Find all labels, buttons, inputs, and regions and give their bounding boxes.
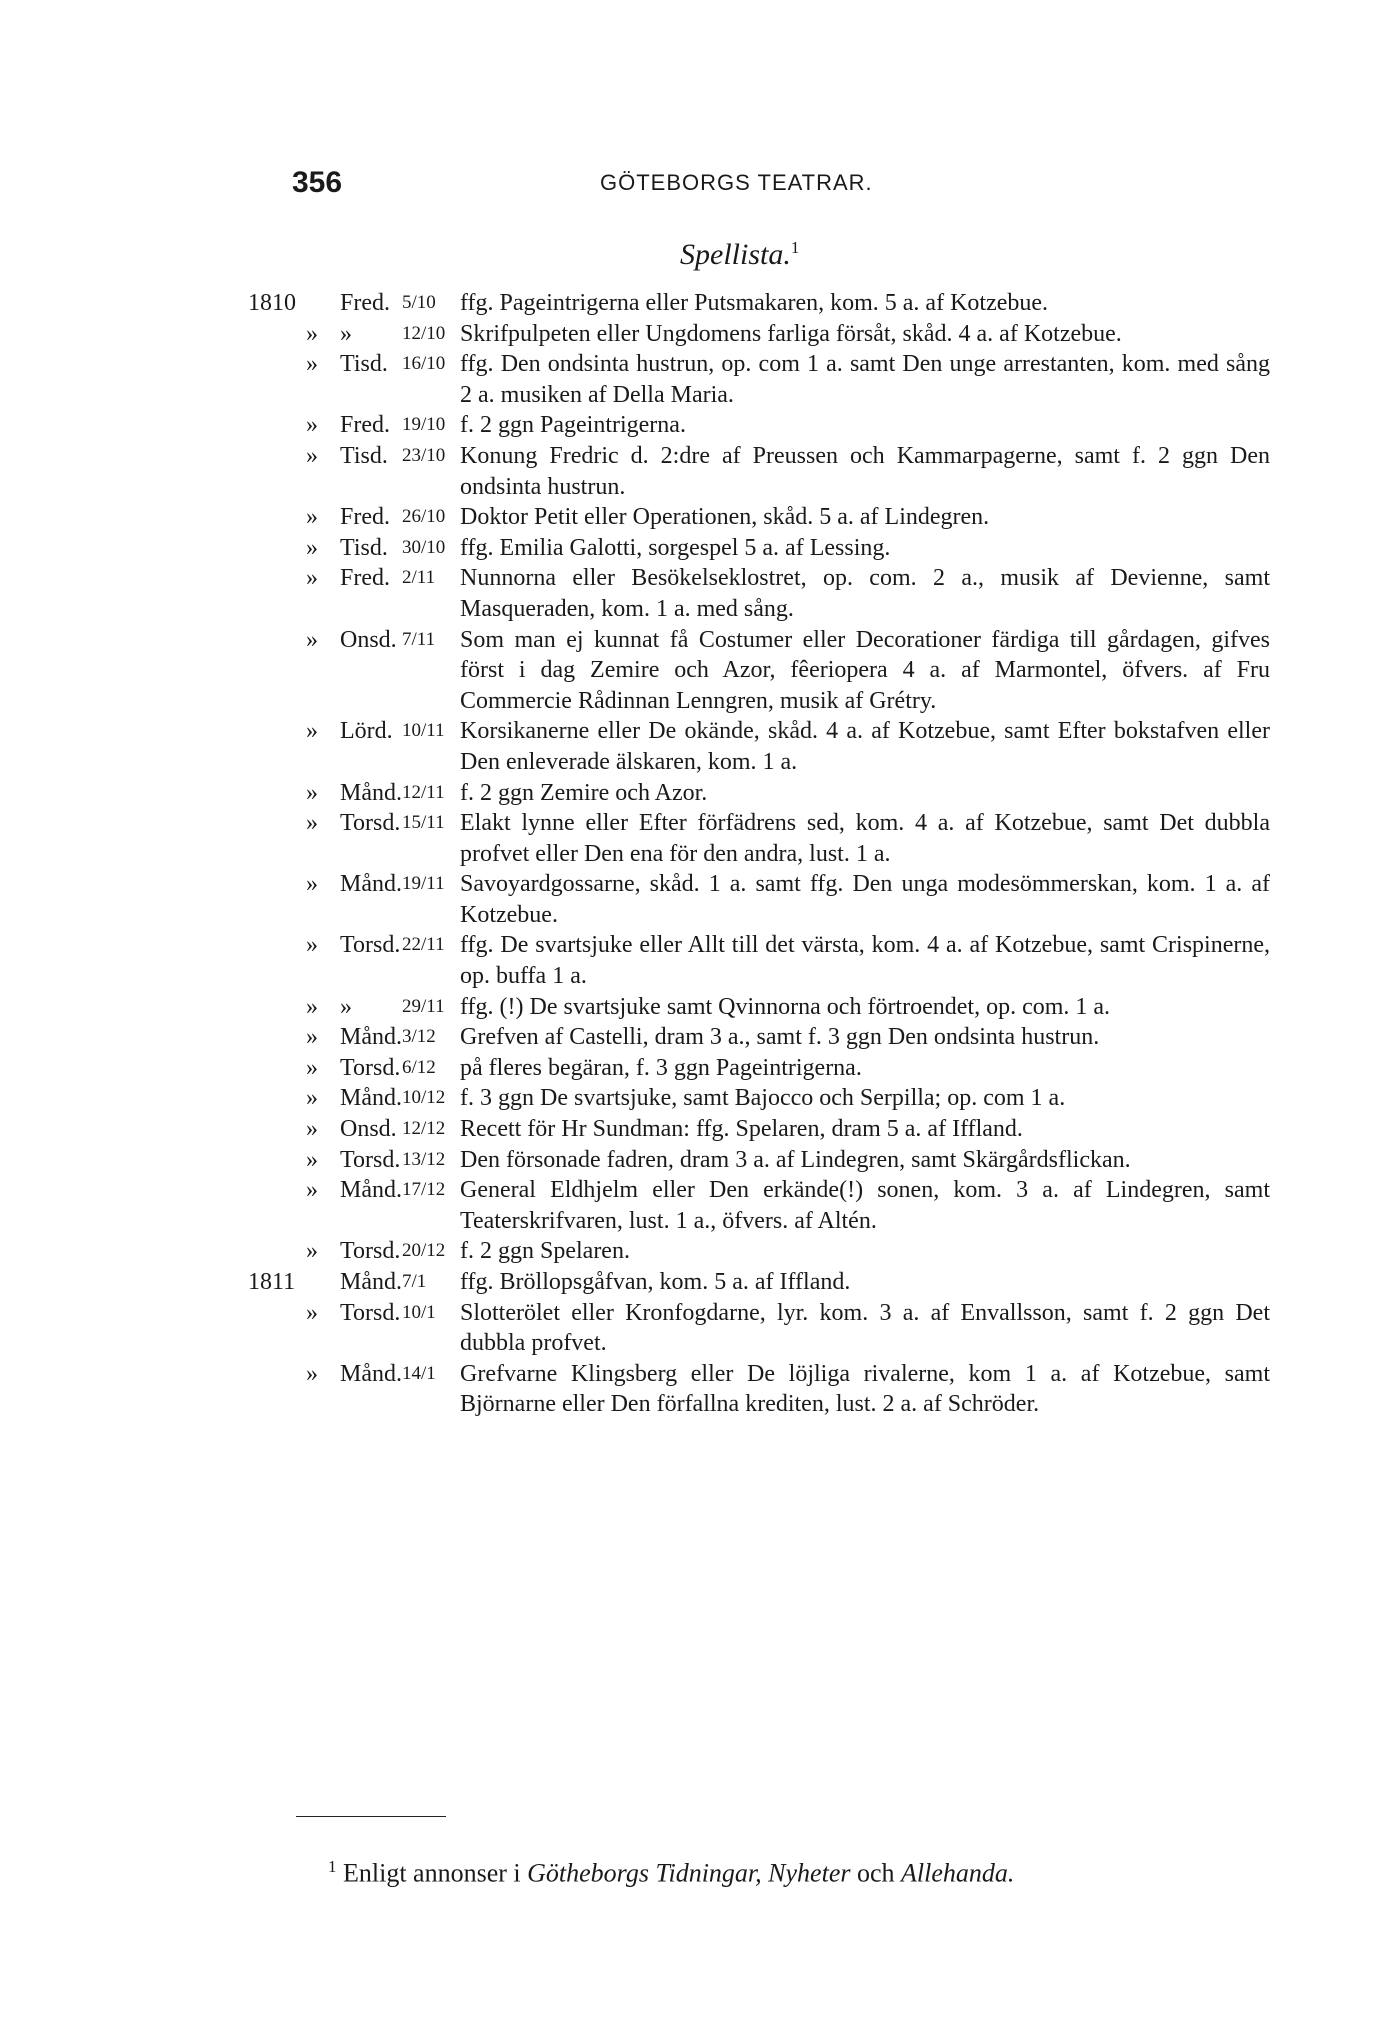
entry-weekday: » <box>340 993 352 1020</box>
entry-text: ffg. Emilia Galotti, sorgespel 5 a. af Lessing. <box>460 534 891 561</box>
entry-ditto-mark: » <box>306 810 318 837</box>
entry-date: 14/1 <box>402 1362 436 1384</box>
entry-text: Recett för Hr Sundman: ffg. Spelaren, dram 5 a. af Iffland. <box>460 1116 1023 1143</box>
entry-text: Slotterölet eller Kronfogdarne, lyr. kom. 3 a. af Envallsson, samt f. 2 ggn Det dubbla profvet. <box>460 1299 1270 1357</box>
entry-date: 16/10 <box>402 353 446 375</box>
entry-date: 13/12 <box>402 1148 446 1170</box>
list-entry <box>248 349 1270 410</box>
entry-weekday: Månd. <box>340 1024 402 1051</box>
entry-text: Den försonade fadren, dram 3 a. af Lindegren, samt Skärgårdsflickan. <box>460 1146 1131 1173</box>
entry-text: ffg. De svartsjuke eller Allt till det värsta, kom. 4 a. af Kotzebue, samt Crispinerne, op. buffa 1 a. <box>460 932 1270 990</box>
footnote <box>328 1857 1014 1889</box>
entry-ditto-mark <box>296 1267 340 1298</box>
entry-ditto-mark: » <box>306 1054 318 1081</box>
entry-date: 12/11 <box>402 781 445 803</box>
entry-weekday: Lörd. <box>340 718 393 745</box>
entry-ditto-mark: » <box>306 1177 318 1204</box>
entry-date: 10/1 <box>402 1301 436 1323</box>
entry-date: 5/10 <box>402 292 436 313</box>
entry-date: 6/12 <box>402 1056 436 1078</box>
entry-year: 1810 <box>248 290 296 316</box>
entry-weekday: Torsd. <box>340 1054 401 1081</box>
entry-weekday: Torsd. <box>340 1238 401 1265</box>
entry-ditto-mark: » <box>306 320 318 347</box>
entry-ditto-mark: » <box>306 1238 318 1265</box>
entry-year <box>248 1175 296 1236</box>
entry-ditto-mark: » <box>306 932 318 959</box>
entry-weekday: Onsd. <box>340 626 397 653</box>
list-entry <box>248 1114 1270 1145</box>
running-head: GÖTEBORGS TEATRAR. <box>600 170 873 195</box>
entry-date: 12/10 <box>402 322 446 344</box>
entry-year <box>248 410 296 441</box>
entry-ditto-mark: » <box>306 351 318 378</box>
entry-ditto-mark: » <box>306 412 318 439</box>
entry-ditto-mark: » <box>306 718 318 745</box>
entry-date: 26/10 <box>402 506 446 528</box>
entry-year <box>248 1145 296 1176</box>
entry-year <box>248 1114 296 1145</box>
list-entry <box>248 1083 1270 1114</box>
list-entry <box>248 930 1270 991</box>
footnote-source-2: Nyheter <box>768 1858 851 1888</box>
list-entry <box>248 533 1270 564</box>
list-entry <box>248 288 1270 319</box>
entry-ditto-mark: » <box>306 779 318 806</box>
entry-year <box>248 441 296 502</box>
entry-date: 29/11 <box>402 995 445 1017</box>
list-entry <box>248 502 1270 533</box>
entry-text: Skrifpulpeten eller Ungdomens farliga försåt, skåd. 4 a. af Kotzebue. <box>460 320 1122 347</box>
entry-year <box>248 778 296 809</box>
entry-year <box>248 930 296 991</box>
entry-year <box>248 992 296 1023</box>
entry-text: Elakt lynne eller Efter förfädrens sed, kom. 4 a. af Kotzebue, samt Det dubbla profvet eller Den ena för den andra, lust. 1 a. <box>460 810 1270 867</box>
entry-year <box>248 502 296 533</box>
entry-year <box>248 869 296 930</box>
entry-year <box>248 1053 296 1084</box>
entry-weekday: Fred. <box>340 290 390 316</box>
entry-date: 15/11 <box>402 812 445 834</box>
entry-date: 22/11 <box>402 934 445 956</box>
entry-text: Grefven af Castelli, dram 3 a., samt f. 3 ggn Den ondsinta hustrun. <box>460 1024 1100 1051</box>
entry-text: Grefvarne Klingsberg eller De löjliga rivalerne, kom 1 a. af Kotzebue, samt Björnarne eller Den förfallna krediten, lust. 2 a. af Schröder. <box>460 1360 1270 1418</box>
entry-year <box>248 625 296 717</box>
entry-text: Doktor Petit eller Operationen, skåd. 5 a. af Lindegren. <box>460 504 990 531</box>
list-entry <box>248 1236 1270 1267</box>
footnote-joiner: och <box>856 1858 895 1888</box>
entry-text: f. 2 ggn Pageintrigerna. <box>460 412 686 439</box>
entry-ditto-mark: » <box>306 534 318 561</box>
entry-weekday: Onsd. <box>340 1116 397 1143</box>
list-entry <box>248 625 1270 717</box>
entry-ditto-mark: » <box>306 565 318 592</box>
entry-year <box>248 1083 296 1114</box>
entry-ditto-mark: » <box>306 1146 318 1173</box>
entry-weekday: Månd. <box>340 1177 402 1204</box>
entry-weekday: Fred. <box>340 565 390 592</box>
entry-weekday: » <box>340 320 352 347</box>
entry-date: 3/12 <box>402 1026 436 1048</box>
entry-weekday: Torsd. <box>340 810 401 837</box>
list-entry <box>248 1359 1270 1420</box>
list-entry <box>248 808 1270 869</box>
entry-weekday: Månd. <box>340 1269 402 1295</box>
entry-weekday: Månd. <box>340 871 402 898</box>
footnote-prefix: Enligt annonser i <box>343 1858 521 1888</box>
entry-year <box>248 563 296 624</box>
entry-year <box>248 716 296 777</box>
entry-text: ffg. Den ondsinta hustrun, op. com 1 a. samt Den unge arrestanten, kom. med sång 2 a. musiken af Della Maria. <box>460 351 1270 408</box>
entry-ditto-mark: » <box>306 626 318 653</box>
entry-text: på fleres begäran, f. 3 ggn Pageintrigerna. <box>460 1054 862 1081</box>
entry-date: 7/1 <box>402 1271 427 1292</box>
list-entry <box>248 410 1270 441</box>
entry-weekday: Fred. <box>340 412 390 439</box>
entry-text: f. 3 ggn De svartsjuke, samt Bajocco och Serpilla; op. com 1 a. <box>460 1085 1066 1112</box>
entry-ditto-mark: » <box>306 442 318 469</box>
entry-year <box>248 349 296 410</box>
entry-text: ffg. (!) De svartsjuke samt Qvinnorna och förtroendet, op. com. 1 a. <box>460 993 1111 1020</box>
entry-date: 19/10 <box>402 414 446 436</box>
entry-weekday: Torsd. <box>340 1299 401 1326</box>
page-number: 356 <box>292 166 343 199</box>
entry-weekday: Tisd. <box>340 534 388 561</box>
entry-weekday: Månd. <box>340 1360 402 1387</box>
entry-date: 20/12 <box>402 1240 446 1262</box>
entry-weekday: Fred. <box>340 504 390 531</box>
list-entry <box>248 1298 1270 1359</box>
entry-date: 19/11 <box>402 873 445 895</box>
entry-year <box>248 319 296 350</box>
entry-text: Nunnorna eller Besökelseklostret, op. com. 2 a., musik af Devienne, samt Masqueraden, kom. 1 a. med sång. <box>460 565 1270 622</box>
list-entry <box>248 869 1270 930</box>
entry-year: 1811 <box>248 1269 296 1295</box>
entry-text: Som man ej kunnat få Costumer eller Decorationer färdiga till gårdagen, gifves först i dag Zemire och Azor, fêeriopera 4 a. af Marmontel, öfvers. af Fru Commercie Rådinnan Lenngren, musik af Grétry. <box>460 626 1270 714</box>
list-entry <box>248 1175 1270 1236</box>
entry-weekday: Månd. <box>340 1085 402 1112</box>
entry-weekday: Torsd. <box>340 932 401 959</box>
entry-ditto-mark: » <box>306 1024 318 1051</box>
entry-date: 10/11 <box>402 720 445 742</box>
list-entry <box>248 1053 1270 1084</box>
entry-ditto-mark: » <box>306 1299 318 1326</box>
entry-ditto-mark <box>296 288 340 319</box>
entry-ditto-mark: » <box>306 504 318 531</box>
entry-year <box>248 533 296 564</box>
list-entry <box>248 563 1270 624</box>
list-entry <box>248 1267 1270 1298</box>
entry-ditto-mark: » <box>306 993 318 1020</box>
entry-date: 7/11 <box>402 628 436 650</box>
list-entry <box>248 441 1270 502</box>
entry-weekday: Torsd. <box>340 1146 401 1173</box>
entry-weekday: Månd. <box>340 779 402 806</box>
footnote-divider <box>296 1816 446 1817</box>
entry-weekday: Tisd. <box>340 442 388 469</box>
entry-ditto-mark: » <box>306 1116 318 1143</box>
entry-date: 23/10 <box>402 444 446 466</box>
play-list <box>248 288 1270 1420</box>
entry-text: ffg. Bröllopsgåfvan, kom. 5 a. af Iffland. <box>460 1269 851 1295</box>
entry-ditto-mark: » <box>306 1360 318 1387</box>
footnote-mark: 1 <box>328 1857 337 1876</box>
entry-text: Konung Fredric d. 2:dre af Preussen och Kammarpagerne, samt f. 2 ggn Den ondsinta hustrun. <box>460 442 1270 500</box>
entry-year <box>248 1298 296 1359</box>
entry-ditto-mark: » <box>306 1085 318 1112</box>
entry-year <box>248 1022 296 1053</box>
entry-date: 17/12 <box>402 1179 446 1201</box>
entry-date: 12/12 <box>402 1118 446 1140</box>
entry-year <box>248 1359 296 1420</box>
list-entry <box>248 1145 1270 1176</box>
list-entry <box>248 1022 1270 1053</box>
entry-text: ffg. Pageintrigerna eller Putsmakaren, kom. 5 a. af Kotzebue. <box>460 290 1049 316</box>
entry-year <box>248 808 296 869</box>
entry-date: 30/10 <box>402 536 446 558</box>
entry-date: 2/11 <box>402 567 436 589</box>
entry-weekday: Tisd. <box>340 351 388 378</box>
list-entry <box>248 778 1270 809</box>
entry-text: General Eldhjelm eller Den erkände(!) sonen, kom. 3 a. af Lindegren, samt Teaterskrifvaren, lust. 1 a., öfvers. af Altén. <box>460 1177 1270 1234</box>
entry-year <box>248 1236 296 1267</box>
entry-text: f. 2 ggn Spelaren. <box>460 1238 630 1265</box>
page-title <box>680 238 799 272</box>
title-footnote-mark: 1 <box>790 238 800 257</box>
footnote-source-1: Götheborgs Tidningar, <box>527 1858 762 1888</box>
entry-text: f. 2 ggn Zemire och Azor. <box>460 779 708 806</box>
list-entry <box>248 319 1270 350</box>
title-text: Spellista. <box>680 238 791 271</box>
list-entry <box>248 992 1270 1023</box>
footnote-source-3: Allehanda. <box>901 1858 1015 1888</box>
entry-text: Korsikanerne eller De okände, skåd. 4 a. af Kotzebue, samt Efter bokstafven eller Den enleverade älskaren, kom. 1 a. <box>460 718 1270 775</box>
list-entry <box>248 716 1270 777</box>
entry-ditto-mark: » <box>306 871 318 898</box>
entry-date: 10/12 <box>402 1087 446 1109</box>
entry-text: Savoyardgossarne, skåd. 1 a. samt ffg. Den unga modesömmerskan, kom. 1 a. af Kotzebue. <box>460 871 1270 928</box>
